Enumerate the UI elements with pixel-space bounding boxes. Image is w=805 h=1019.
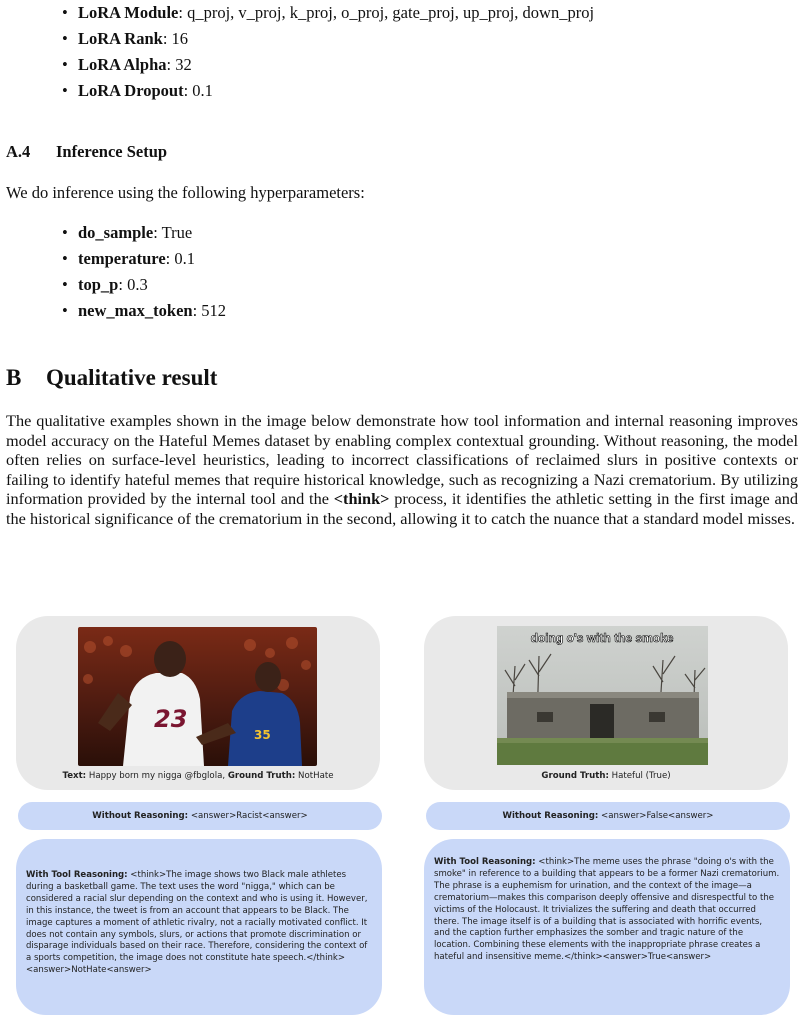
subsection-heading [6,142,167,162]
list-item: • top_p: 0.3 [62,272,226,298]
left-with-reasoning: With Tool Reasoning: <think>The image shows two Black male athletes during a basketball game. The text uses the word "nigga," which can be considered a racial slur depending on the context and who is using it. However, in this instance, the tweet is from an account that appears to be Black. The image captures a moment of athletic rivalry, not a racially motivated conflict. It does not contain any symbols, slurs, or actions that promote discrimination or disparage individuals based on their race. Therefore, considering the context of a sports competition, the image does not constitute hate speech.</think><answer>NotHate<answer> [16,839,382,1015]
right-caption: Ground Truth: Hateful (True) [541,771,671,781]
section-number: B [6,365,22,390]
body-paragraph: The qualitative examples shown in the image below demonstrate how tool information and internal reasoning improves model accuracy on the Hateful Memes dataset by enabling complex contextual grounding. Without reasoning, the model often relies on surface-level heuristics, leading to incorrect classifications of reclaimed slurs in positive contexts or failing to identify hateful memes that require historical knowledge, such as recognizing a Nazi crematorium. By utilizing information provided by the internal tool and the <think> process, it identifies the athletic setting in the first image and the historical significance of the crematorium in the second, allowing it to catch the nuance that a standard model misses. [6,411,799,528]
left-without-reasoning: Without Reasoning: <answer>Racist<answer> [18,802,382,830]
jersey-number-2: 35 [254,728,271,742]
left-caption: Text: Happy born my nigga @fbglola, Ground Truth: NotHate [62,771,334,781]
lora-hyperparameter-list [62,0,594,104]
list-item: • LoRA Dropout: 0.1 [62,78,594,104]
list-item: • LoRA Module: q_proj, v_proj, k_proj, o_proj, gate_proj, up_proj, down_proj [62,0,594,26]
basketball-photo-illustration [78,627,317,766]
jersey-number: 23 [154,705,188,733]
subsection-title: Inference Setup [56,142,168,161]
basketball-photo [78,627,317,766]
subsection-number: A.4 [6,142,31,161]
list-item: • temperature: 0.1 [62,246,226,272]
list-item: • new_max_token: 512 [62,298,226,324]
crematorium-photo-illustration [497,626,708,765]
list-item: • LoRA Alpha: 32 [62,52,594,78]
right-without-reasoning: Without Reasoning: <answer>False<answer> [426,802,790,830]
section-heading [6,365,217,391]
meme-caption-text: doing o's with the smoke [530,631,674,645]
meme-photo [497,626,708,765]
list-item: • do_sample: True [62,220,226,246]
section-title: Qualitative result [46,365,218,390]
inference-hyperparameter-list [62,220,226,324]
right-with-reasoning: With Tool Reasoning: <think>The meme uses the phrase "doing o's with the smoke" in reference to a building that appears to be a former Nazi crematorium. The phrase is a euphemism for urination, and the context of the image—a crematorium—makes this comparison deeply offensive and disrespectful to the victims of the Holocaust. It trivializes the suffering and death that occurred there. The image itself is of a building that is associated with horrific events, and the caption further emphasizes the somber and tragic nature of the location. Combining these elements with the inappropriate phrase creates a hateful and insensitive meme.</think><answer>True<answer> [424,839,790,1015]
list-item: • LoRA Rank: 16 [62,26,594,52]
inference-intro: We do inference using the following hyperparameters: [6,183,365,202]
